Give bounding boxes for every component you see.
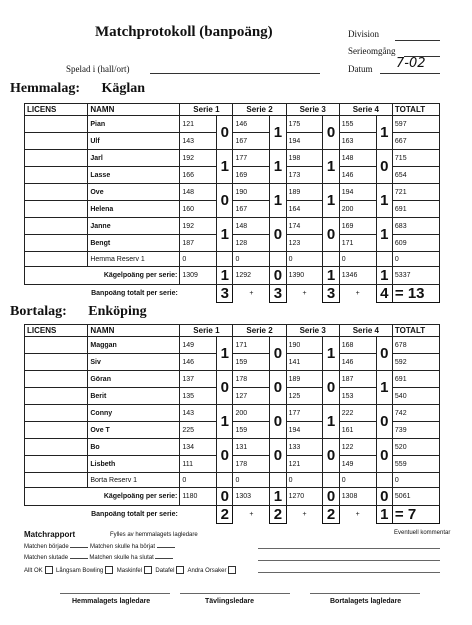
col-serie: Serie 3 xyxy=(286,104,339,116)
series-score: 167 xyxy=(233,201,270,218)
sig-home-line[interactable] xyxy=(60,593,170,594)
series-score: 171 xyxy=(233,337,270,354)
col-total: TOTALT xyxy=(392,325,439,337)
kagel-value: 1390 xyxy=(286,267,323,285)
duel-point: 1 xyxy=(376,184,392,218)
plus-sign: + xyxy=(355,290,360,298)
duel-point: 1 xyxy=(217,337,233,371)
licens-cell[interactable] xyxy=(25,473,88,488)
series-score: 200 xyxy=(339,201,376,218)
player-name: Lisbeth xyxy=(88,456,180,473)
series-point: 1 xyxy=(217,267,233,285)
home-score-table xyxy=(24,103,440,303)
empty-cell xyxy=(376,473,392,488)
duel-point: 0 xyxy=(323,218,339,252)
duel-point: 1 xyxy=(323,337,339,371)
duel-point: 1 xyxy=(376,116,392,150)
series-point: 0 xyxy=(270,267,286,285)
series-score: 178 xyxy=(233,371,270,388)
kagel-value: 1270 xyxy=(286,488,323,506)
series-score: 169 xyxy=(233,167,270,184)
series-score: 173 xyxy=(286,167,323,184)
kagel-value: 1292 xyxy=(233,267,270,285)
player-total: 597 xyxy=(392,116,439,133)
series-score: 167 xyxy=(233,133,270,150)
plus-sign: + xyxy=(302,290,307,298)
series-score: 134 xyxy=(180,439,217,456)
away-team-heading xyxy=(10,304,147,320)
player-name: Göran xyxy=(88,371,180,388)
player-total: 691 xyxy=(392,201,439,218)
player-total: 592 xyxy=(392,354,439,371)
ban-total: = 13 xyxy=(392,285,439,303)
comment-label: Eventuell kommentar xyxy=(394,530,451,536)
player-name: Pian xyxy=(88,116,180,133)
check-other-reasons[interactable]: Andra Orsaker xyxy=(187,568,236,574)
match-ended-label: Matchen slutade xyxy=(24,555,69,561)
away-score-table xyxy=(24,324,440,524)
series-score: 0 xyxy=(339,252,376,267)
series-score: 0 xyxy=(180,252,217,267)
player-row xyxy=(25,218,440,235)
series-score: 146 xyxy=(180,354,217,371)
plus-sign: + xyxy=(302,511,307,519)
series-score: 121 xyxy=(286,456,323,473)
col-total: TOTALT xyxy=(392,104,439,116)
plus-sign xyxy=(180,285,217,303)
player-total: 678 xyxy=(392,337,439,354)
kagel-value: 1308 xyxy=(339,488,376,506)
kagel-row xyxy=(25,488,440,506)
player-total: 683 xyxy=(392,218,439,235)
series-score: 171 xyxy=(339,235,376,252)
licens-cell[interactable] xyxy=(25,184,88,201)
col-name: NAMN xyxy=(88,104,180,116)
plus-sign: + xyxy=(355,511,360,519)
date-label: Datum xyxy=(348,64,373,74)
played-label: Spelad i (hall/ort) xyxy=(66,64,130,74)
series-score: 141 xyxy=(286,354,323,371)
player-total: 520 xyxy=(392,439,439,456)
empty-cell xyxy=(217,252,233,267)
player-total: 721 xyxy=(392,184,439,201)
player-total: 691 xyxy=(392,371,439,388)
duel-point: 1 xyxy=(323,150,339,184)
ban-point: 2 xyxy=(270,506,286,524)
series-score: 123 xyxy=(286,235,323,252)
licens-cell[interactable] xyxy=(25,371,88,388)
col-serie: Serie 2 xyxy=(233,325,286,337)
played-field[interactable] xyxy=(150,73,320,74)
duel-point: 0 xyxy=(217,116,233,150)
player-row xyxy=(25,337,440,354)
col-licens: LICENS xyxy=(25,325,88,337)
player-name: Berit xyxy=(88,388,180,405)
duel-point: 0 xyxy=(376,405,392,439)
col-serie: Serie 2 xyxy=(233,104,286,116)
series-score: 127 xyxy=(233,388,270,405)
col-licens: LICENS xyxy=(25,104,88,116)
duel-point: 0 xyxy=(217,184,233,218)
ban-point: 4 xyxy=(376,285,392,303)
player-name: Helena xyxy=(88,201,180,218)
duel-point: 0 xyxy=(270,439,286,473)
sig-comp-line[interactable] xyxy=(180,593,290,594)
duel-point: 1 xyxy=(270,116,286,150)
player-row xyxy=(25,405,440,422)
empty-cell xyxy=(323,252,339,267)
licens-cell[interactable] xyxy=(25,388,88,405)
series-score: 192 xyxy=(180,218,217,235)
series-score: 137 xyxy=(180,371,217,388)
series-score: 222 xyxy=(339,405,376,422)
licens-cell[interactable] xyxy=(25,422,88,439)
check-machine-fault[interactable]: Maskinfel xyxy=(117,568,152,574)
licens-cell[interactable] xyxy=(25,439,88,456)
licens-cell[interactable] xyxy=(25,337,88,354)
player-name: Ove xyxy=(88,184,180,201)
series-score: 0 xyxy=(286,473,323,488)
series-score: 148 xyxy=(180,184,217,201)
check-all-ok[interactable]: Allt OK xyxy=(24,568,53,574)
duel-point: 1 xyxy=(217,150,233,184)
player-row xyxy=(25,439,440,456)
series-score: 163 xyxy=(339,133,376,150)
series-score: 190 xyxy=(233,184,270,201)
series-score: 0 xyxy=(233,473,270,488)
reserve-row xyxy=(25,252,440,267)
duel-point: 0 xyxy=(270,371,286,405)
series-score: 133 xyxy=(286,439,323,456)
series-score: 194 xyxy=(286,422,323,439)
kagel-value: 1309 xyxy=(180,267,217,285)
player-total: 715 xyxy=(392,150,439,167)
col-serie: Serie 4 xyxy=(339,325,392,337)
player-total: 739 xyxy=(392,422,439,439)
checkbox-icon[interactable] xyxy=(144,566,152,574)
comment-line-2[interactable] xyxy=(258,560,440,561)
series-score: 169 xyxy=(339,218,376,235)
series-score: 149 xyxy=(339,456,376,473)
sig-comp-label: Tävlingsledare xyxy=(205,598,255,605)
series-score: 149 xyxy=(180,337,217,354)
series-score: 148 xyxy=(233,218,270,235)
licens-cell[interactable] xyxy=(25,133,88,150)
duel-point: 0 xyxy=(217,439,233,473)
kagel-value: 1346 xyxy=(339,267,376,285)
duel-point: 0 xyxy=(270,218,286,252)
home-prefix: Hemmalag: xyxy=(10,81,80,96)
player-total: 540 xyxy=(392,388,439,405)
series-score: 194 xyxy=(286,133,323,150)
duel-point: 0 xyxy=(323,116,339,150)
empty-cell xyxy=(376,252,392,267)
licens-cell[interactable] xyxy=(25,116,88,133)
player-name: Janne xyxy=(88,218,180,235)
duel-point: 0 xyxy=(270,405,286,439)
series-score: 168 xyxy=(339,337,376,354)
licens-cell[interactable] xyxy=(25,405,88,422)
kagel-label: Kägelpoäng per serie: xyxy=(25,488,180,506)
series-score: 125 xyxy=(286,388,323,405)
series-score: 177 xyxy=(233,150,270,167)
duel-point: 1 xyxy=(270,150,286,184)
duel-point: 0 xyxy=(376,150,392,184)
duel-point: 0 xyxy=(376,337,392,371)
match-should-start-field[interactable] xyxy=(157,547,175,548)
check-data-fault[interactable]: Datafel xyxy=(155,568,184,574)
division-field[interactable] xyxy=(395,40,440,41)
reserve-total: 0 xyxy=(392,252,439,267)
series-score: 0 xyxy=(180,473,217,488)
series-score: 198 xyxy=(286,150,323,167)
empty-cell xyxy=(217,473,233,488)
start-row xyxy=(24,544,175,550)
licens-cell[interactable] xyxy=(25,218,88,235)
end-row xyxy=(24,555,173,561)
series-score: 187 xyxy=(180,235,217,252)
series-point: 1 xyxy=(270,488,286,506)
reserve-total: 0 xyxy=(392,473,439,488)
reserve-name: Borta Reserv 1 xyxy=(88,473,180,488)
kagel-row xyxy=(25,267,440,285)
ban-label: Banpoäng totalt per serie: xyxy=(91,511,178,519)
licens-cell[interactable] xyxy=(25,252,88,267)
kagel-total: 5337 xyxy=(392,267,439,285)
series-score: 189 xyxy=(286,184,323,201)
licens-cell[interactable] xyxy=(25,150,88,167)
reserve-row xyxy=(25,473,440,488)
series-round-label: Serieomgång xyxy=(348,46,396,56)
checkbox-icon[interactable] xyxy=(45,566,53,574)
series-score: 0 xyxy=(339,473,376,488)
series-score: 164 xyxy=(286,201,323,218)
ban-point: 2 xyxy=(323,506,339,524)
player-name: Maggan xyxy=(88,337,180,354)
duel-point: 1 xyxy=(376,218,392,252)
match-should-start-label: Matchen skulle ha börjat xyxy=(90,544,156,550)
series-score: 190 xyxy=(286,337,323,354)
player-name: Jarl xyxy=(88,150,180,167)
player-total: 609 xyxy=(392,235,439,252)
series-score: 155 xyxy=(339,116,376,133)
away-prefix: Bortalag: xyxy=(10,304,67,319)
duel-point: 1 xyxy=(270,184,286,218)
duel-point: 0 xyxy=(323,439,339,473)
series-score: 160 xyxy=(180,201,217,218)
checkbox-icon[interactable] xyxy=(176,566,184,574)
player-name: Bo xyxy=(88,439,180,456)
ban-point: 2 xyxy=(217,506,233,524)
kagel-label: Kägelpoäng per serie: xyxy=(25,267,180,285)
col-serie: Serie 4 xyxy=(339,104,392,116)
player-name: Siv xyxy=(88,354,180,371)
ban-point: 1 xyxy=(376,506,392,524)
duel-point: 0 xyxy=(270,337,286,371)
player-row xyxy=(25,150,440,167)
page-title: Matchprotokoll (banpoäng) xyxy=(95,24,273,40)
comment-line-3[interactable] xyxy=(258,572,440,573)
series-score: 148 xyxy=(339,150,376,167)
sig-away-label: Bortalagets lagledare xyxy=(330,598,402,605)
match-ended-field[interactable] xyxy=(70,558,88,559)
series-point: 1 xyxy=(323,267,339,285)
player-row xyxy=(25,184,440,201)
duel-point: 1 xyxy=(323,184,339,218)
kagel-value: 1180 xyxy=(180,488,217,506)
series-point: 1 xyxy=(376,267,392,285)
kagel-total: 5061 xyxy=(392,488,439,506)
ban-label: Banpoäng totalt per serie: xyxy=(91,290,178,298)
series-score: 177 xyxy=(286,405,323,422)
comment-line-1[interactable] xyxy=(258,548,440,549)
series-point: 0 xyxy=(323,488,339,506)
duel-point: 0 xyxy=(323,371,339,405)
series-score: 153 xyxy=(339,388,376,405)
series-score: 121 xyxy=(180,116,217,133)
licens-cell[interactable] xyxy=(25,235,88,252)
series-score: 161 xyxy=(339,422,376,439)
kagel-value: 1303 xyxy=(233,488,270,506)
series-score: 146 xyxy=(233,116,270,133)
check-slow-bowling[interactable]: Långsam Bowling xyxy=(56,568,113,574)
empty-cell xyxy=(323,473,339,488)
series-score: 146 xyxy=(339,167,376,184)
series-score: 187 xyxy=(339,371,376,388)
home-team-name: Käglan xyxy=(101,81,146,96)
series-score: 128 xyxy=(233,235,270,252)
ban-point: 3 xyxy=(270,285,286,303)
licens-cell[interactable] xyxy=(25,201,88,218)
player-name: Ove T xyxy=(88,422,180,439)
series-score: 225 xyxy=(180,422,217,439)
player-total: 654 xyxy=(392,167,439,184)
col-serie: Serie 1 xyxy=(180,325,233,337)
duel-point: 1 xyxy=(376,371,392,405)
match-should-end-label: Matchen skulle ha slutat xyxy=(89,555,154,561)
series-score: 0 xyxy=(286,252,323,267)
ban-row xyxy=(25,285,440,303)
player-total: 667 xyxy=(392,133,439,150)
plus-sign xyxy=(180,506,217,524)
ban-point: 3 xyxy=(217,285,233,303)
checkbox-icon[interactable] xyxy=(105,566,113,574)
col-serie: Serie 1 xyxy=(180,104,233,116)
player-total: 742 xyxy=(392,405,439,422)
series-score: 178 xyxy=(233,456,270,473)
licens-cell[interactable] xyxy=(25,456,88,473)
series-score: 159 xyxy=(233,422,270,439)
col-serie: Serie 3 xyxy=(286,325,339,337)
match-should-end-field[interactable] xyxy=(155,558,173,559)
plus-sign: + xyxy=(249,511,254,519)
empty-cell xyxy=(270,252,286,267)
series-point: 0 xyxy=(376,488,392,506)
licens-cell[interactable] xyxy=(25,354,88,371)
series-score: 174 xyxy=(286,218,323,235)
ban-point: 3 xyxy=(323,285,339,303)
reserve-name: Hemma Reserv 1 xyxy=(88,252,180,267)
fill-note: Fylles av hemmalagets lagledare xyxy=(110,532,198,538)
sig-home-label: Hemmalagets lagledare xyxy=(72,598,151,605)
player-row xyxy=(25,116,440,133)
ban-row xyxy=(25,506,440,524)
match-started-field[interactable] xyxy=(70,547,88,548)
licens-cell[interactable] xyxy=(25,167,88,184)
series-score: 166 xyxy=(180,167,217,184)
ban-total: = 7 xyxy=(392,506,439,524)
player-name: Conny xyxy=(88,405,180,422)
series-score: 200 xyxy=(233,405,270,422)
series-score: 194 xyxy=(339,184,376,201)
header-row xyxy=(25,325,440,337)
header-row xyxy=(25,104,440,116)
checkbox-icon[interactable] xyxy=(228,566,236,574)
series-point: 0 xyxy=(217,488,233,506)
duel-point: 1 xyxy=(217,218,233,252)
series-score: 143 xyxy=(180,133,217,150)
duel-point: 0 xyxy=(376,439,392,473)
division-label: Division xyxy=(348,29,380,39)
player-name: Lasse xyxy=(88,167,180,184)
col-name: NAMN xyxy=(88,325,180,337)
sig-away-line[interactable] xyxy=(310,593,420,594)
date-value: 7-02 xyxy=(396,56,426,71)
series-score: 111 xyxy=(180,456,217,473)
empty-cell xyxy=(270,473,286,488)
player-row xyxy=(25,371,440,388)
series-score: 131 xyxy=(233,439,270,456)
duel-point: 0 xyxy=(217,371,233,405)
player-total: 559 xyxy=(392,456,439,473)
status-checkboxes xyxy=(24,566,236,574)
series-score: 143 xyxy=(180,405,217,422)
duel-point: 1 xyxy=(217,405,233,439)
plus-sign: + xyxy=(249,290,254,298)
home-team-heading xyxy=(10,81,145,97)
series-score: 146 xyxy=(339,354,376,371)
series-score: 175 xyxy=(286,116,323,133)
series-score: 189 xyxy=(286,371,323,388)
away-team-name: Enköping xyxy=(88,304,147,319)
match-started-label: Matchen började xyxy=(24,544,69,550)
series-score: 159 xyxy=(233,354,270,371)
match-report-label: Matchrapport xyxy=(24,530,76,539)
date-field[interactable] xyxy=(380,73,440,74)
player-name: Bengt xyxy=(88,235,180,252)
series-score: 0 xyxy=(233,252,270,267)
series-score: 135 xyxy=(180,388,217,405)
duel-point: 1 xyxy=(323,405,339,439)
series-score: 122 xyxy=(339,439,376,456)
series-score: 192 xyxy=(180,150,217,167)
player-name: Ulf xyxy=(88,133,180,150)
